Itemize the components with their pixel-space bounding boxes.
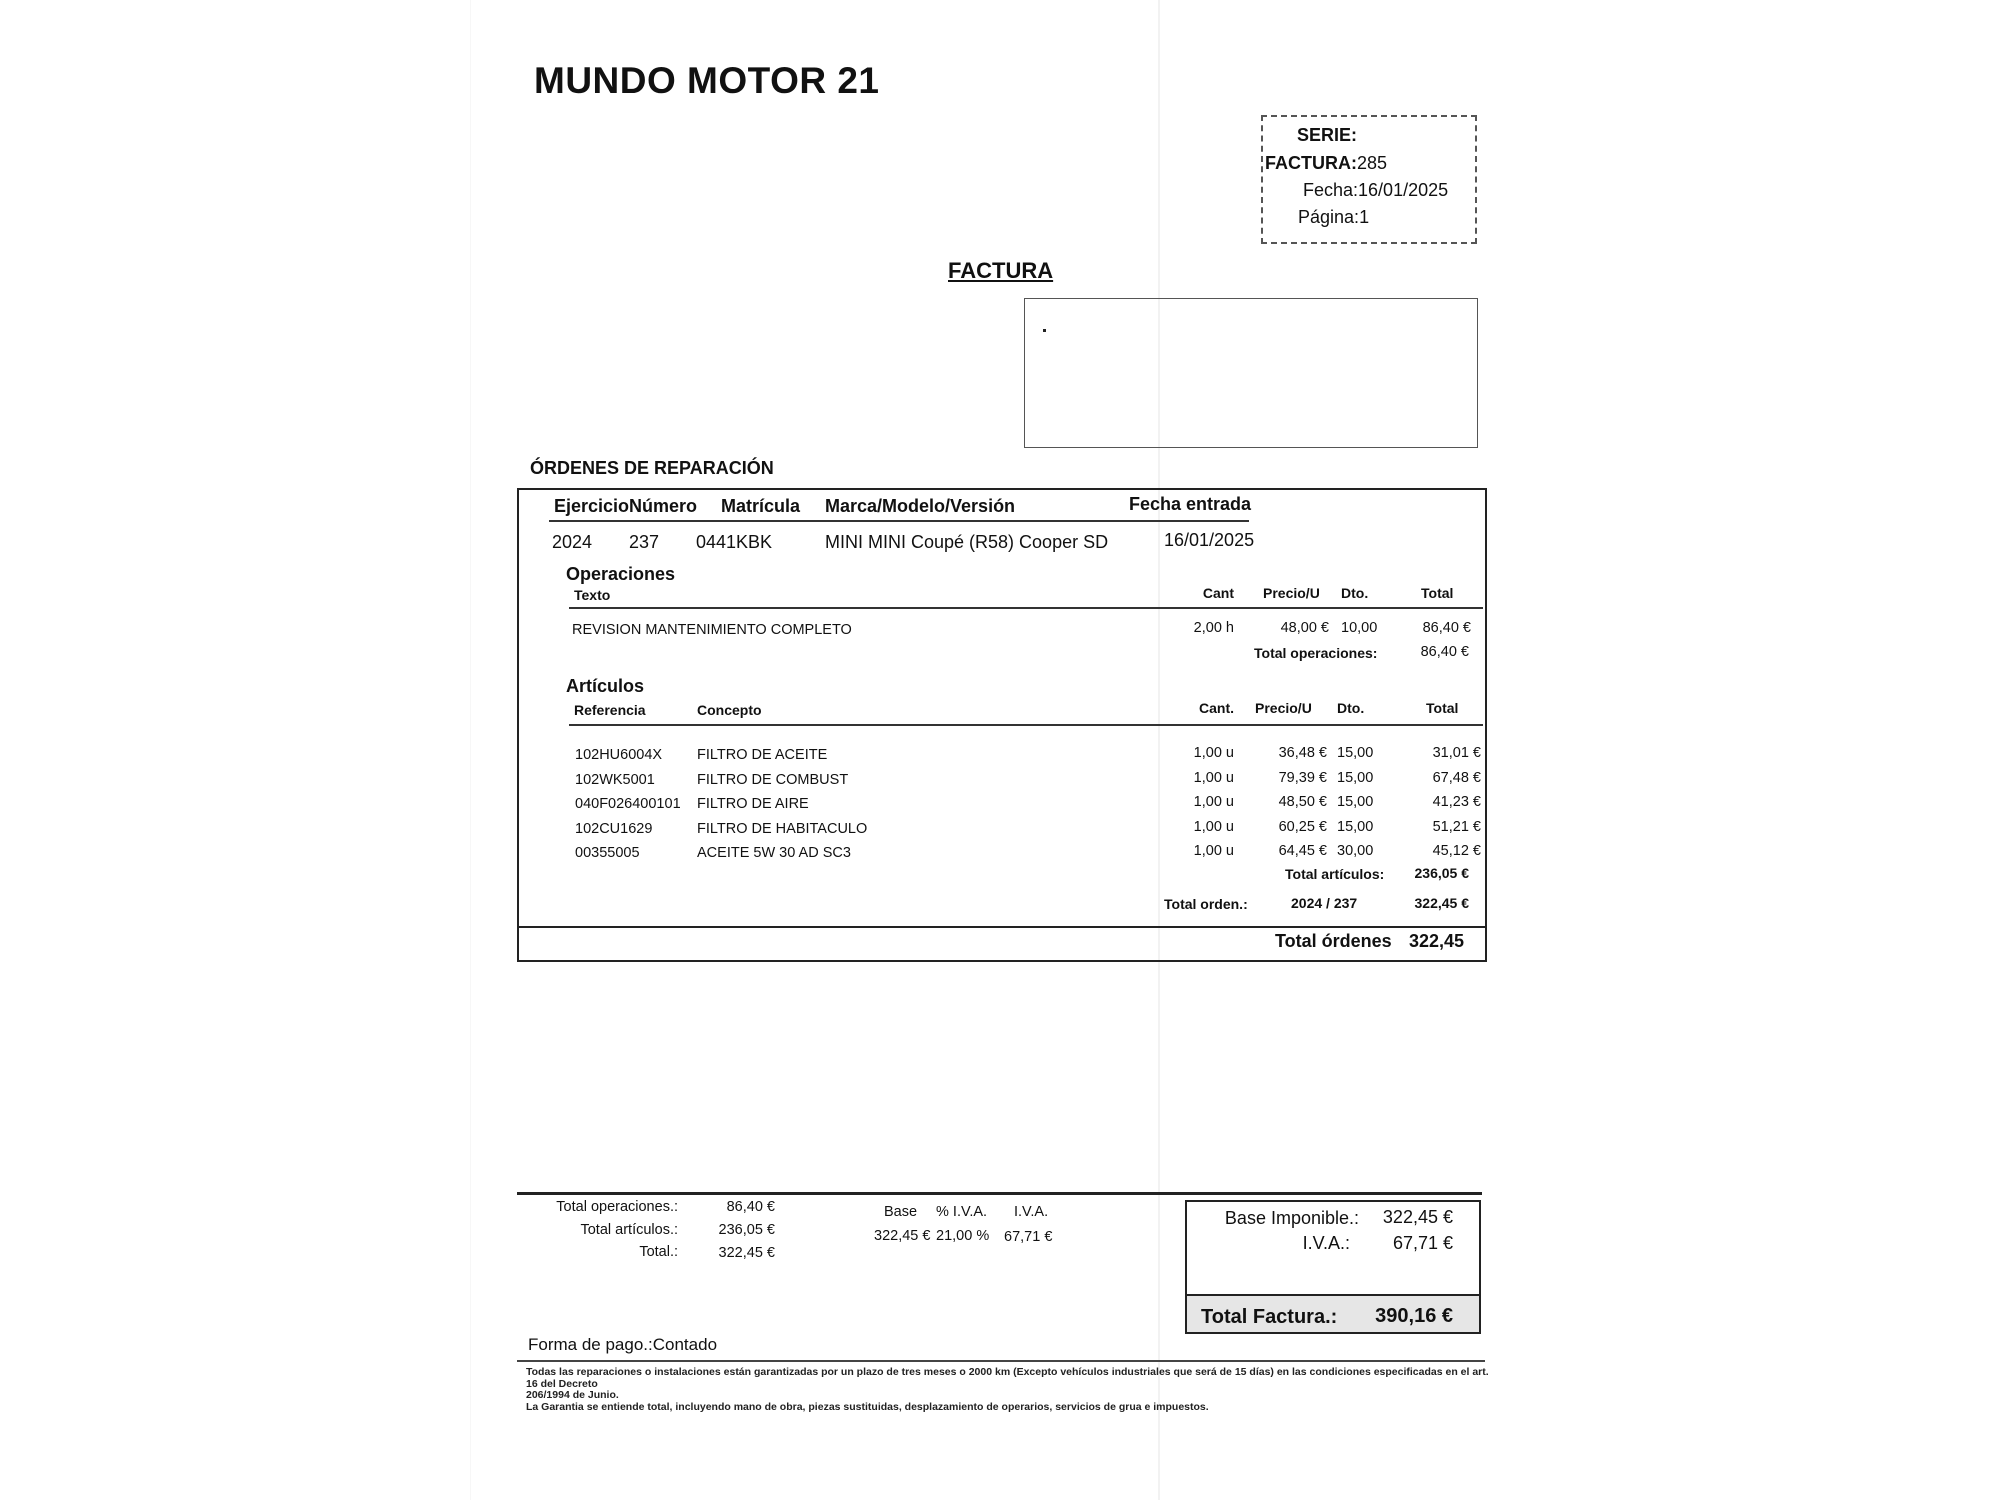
op-col-cant: Cant <box>1202 585 1234 601</box>
tax-col-pct: % I.V.A. <box>936 1204 988 1220</box>
total-articulos-value: 236,05 € <box>1414 865 1469 881</box>
art-cant: 1,00 u <box>1193 843 1234 859</box>
total-factura-label: Total Factura.: <box>1201 1306 1338 1328</box>
document-title: FACTURA <box>948 258 1054 283</box>
sum-total-operaciones-label: Total operaciones.: <box>556 1199 678 1215</box>
col-matricula: Matrícula <box>721 496 801 516</box>
art-referencia: 102CU1629 <box>575 820 653 837</box>
op-col-precio: Precio/U <box>1263 585 1320 601</box>
art-col-concepto: Concepto <box>697 702 762 718</box>
pagina-label: Página: <box>1298 207 1360 227</box>
total-operaciones-label: Total operaciones: <box>1254 645 1378 661</box>
art-concepto: ACEITE 5W 30 AD SC3 <box>697 845 851 861</box>
order-numero: 237 <box>629 532 660 552</box>
pagina-value: 1 <box>1359 207 1370 227</box>
col-marca: Marca/Modelo/Versión <box>825 496 1016 516</box>
art-dto: 15,00 <box>1337 818 1374 835</box>
legal-line-2: 16 del Decreto <box>526 1377 598 1390</box>
base-imponible-value: 322,45 € <box>1382 1207 1453 1227</box>
art-total: 51,21 € <box>1432 818 1481 835</box>
fecha-label: Fecha: <box>1303 180 1359 200</box>
payment-value: Contado <box>652 1335 718 1354</box>
summary-divider <box>517 1192 1482 1195</box>
op-col-texto: Texto <box>574 587 611 603</box>
art-total: 31,01 € <box>1432 745 1481 761</box>
art-precio: 64,45 € <box>1278 843 1327 859</box>
art-dto: 30,00 <box>1337 843 1374 859</box>
op-texto: REVISION MANTENIMIENTO COMPLETO <box>572 622 852 638</box>
sum-total-operaciones-value: 86,40 € <box>726 1199 775 1215</box>
orders-box <box>517 488 1487 962</box>
order-fecha-entrada: 16/01/2025 <box>1164 530 1255 550</box>
total-orden-ref: 2024 / 237 <box>1291 895 1358 911</box>
art-col-total: Total <box>1426 700 1459 716</box>
op-col-total: Total <box>1421 585 1454 601</box>
art-col-dto: Dto. <box>1337 700 1365 716</box>
art-col-referencia: Referencia <box>574 702 646 718</box>
legal-notice <box>526 1367 1489 1413</box>
factura-number: 285 <box>1357 153 1388 173</box>
art-total: 45,12 € <box>1432 843 1481 859</box>
art-concepto: FILTRO DE HABITACULO <box>697 820 868 837</box>
op-dto: 10,00 <box>1341 620 1378 636</box>
tax-iva-value: 67,71 € <box>1004 1229 1053 1245</box>
art-concepto: FILTRO DE ACEITE <box>697 747 828 763</box>
serie-row <box>1297 125 1357 146</box>
art-precio: 48,50 € <box>1278 794 1327 810</box>
art-concepto: FILTRO DE COMBUST <box>697 771 849 788</box>
tax-col-iva: I.V.A. <box>1014 1204 1049 1220</box>
total-orden-value: 322,45 € <box>1414 895 1469 911</box>
payment-label: Forma de pago.: <box>528 1335 653 1354</box>
total-operaciones-value: 86,40 € <box>1420 644 1469 660</box>
art-referencia: 040F026400101 <box>575 796 681 812</box>
payment-method <box>528 1335 717 1355</box>
tax-base-value: 322,45 € <box>874 1228 931 1244</box>
factura-label: FACTURA: <box>1265 153 1357 173</box>
art-col-cant: Cant. <box>1199 700 1234 716</box>
company-name: MUNDO MOTOR 21 <box>534 60 880 101</box>
sum-total-articulos-value: 236,05 € <box>718 1222 775 1238</box>
art-referencia: 102WK5001 <box>575 771 655 788</box>
articulos-title: Artículos <box>566 676 645 696</box>
art-referencia: 102HU6004X <box>575 747 663 763</box>
col-numero: Número <box>629 496 698 516</box>
fecha-value: 16/01/2025 <box>1358 180 1449 200</box>
base-imponible-label: Base Imponible.: <box>1224 1208 1359 1228</box>
art-cant: 1,00 u <box>1193 745 1234 761</box>
art-precio: 79,39 € <box>1278 769 1327 786</box>
art-total: 67,48 € <box>1432 769 1481 786</box>
sum-total-articulos-label: Total artículos.: <box>580 1222 678 1238</box>
art-col-precio: Precio/U <box>1255 700 1312 716</box>
total-articulos-label: Total artículos: <box>1285 866 1385 882</box>
art-precio: 36,48 € <box>1278 745 1327 761</box>
art-dto: 15,00 <box>1337 745 1374 761</box>
total-factura-value: 390,16 € <box>1375 1305 1453 1327</box>
art-concepto: FILTRO DE AIRE <box>697 796 809 812</box>
iva-label: I.V.A.: <box>1302 1233 1350 1253</box>
iva-value: 67,71 € <box>1392 1233 1453 1253</box>
order-marca: MINI MINI Coupé (R58) Cooper SD <box>825 532 1109 552</box>
legal-line-3: 206/1994 de Junio. <box>526 1389 619 1401</box>
tax-pct-value: 21,00 % <box>936 1228 990 1244</box>
op-precio: 48,00 € <box>1280 620 1329 636</box>
sum-total-value: 322,45 € <box>718 1245 775 1261</box>
invoice-info-box <box>1261 115 1477 244</box>
col-fecha-entrada: Fecha entrada <box>1129 494 1252 514</box>
serie-label: SERIE: <box>1297 125 1358 145</box>
tax-col-base: Base <box>884 1204 918 1220</box>
op-cant: 2,00 h <box>1193 620 1234 636</box>
sum-total-label: Total.: <box>639 1244 678 1260</box>
operaciones-divider <box>569 607 1483 609</box>
fecha-row <box>1303 180 1448 201</box>
client-address-box <box>1024 298 1478 448</box>
pagina-row <box>1298 207 1369 228</box>
art-cant: 1,00 u <box>1193 769 1234 786</box>
legal-line-4: La Garantia se entiende total, incluyendo mano de obra, piezas sustituidas, desplazamiento de operarios, servicios de grua e impuestos. <box>526 1400 1209 1413</box>
total-ordenes-divider <box>519 926 1485 928</box>
operaciones-title: Operaciones <box>566 564 676 584</box>
total-ordenes-value: 322,45 <box>1408 931 1464 951</box>
art-cant: 1,00 u <box>1193 794 1234 810</box>
art-dto: 15,00 <box>1337 769 1374 786</box>
total-ordenes-label: Total órdenes <box>1275 931 1392 951</box>
art-referencia: 00355005 <box>575 845 640 861</box>
totals-box-divider <box>1187 1294 1479 1296</box>
factura-row <box>1265 153 1387 174</box>
legal-line-1: Todas las reparaciones o instalaciones están garantizadas por un plazo de tres meses o 2000 km (Excepto vehículos industriales que será de 15 días) en las condiciones especificadas en el art. <box>526 1366 1489 1378</box>
client-box-mark <box>1043 329 1046 332</box>
order-ejercicio: 2024 <box>552 532 593 552</box>
art-precio: 60,25 € <box>1278 818 1327 835</box>
scan-edge <box>470 0 471 1500</box>
header-divider <box>549 520 1249 522</box>
payment-divider <box>517 1360 1485 1362</box>
op-col-dto: Dto. <box>1341 585 1369 601</box>
articulos-divider <box>569 724 1483 726</box>
order-matricula: 0441KBK <box>696 532 773 552</box>
art-total: 41,23 € <box>1432 794 1481 810</box>
op-total: 86,40 € <box>1422 620 1471 636</box>
totals-box <box>1185 1200 1481 1334</box>
art-cant: 1,00 u <box>1193 818 1234 835</box>
total-orden-label: Total orden.: <box>1164 896 1248 912</box>
orders-section-title: ÓRDENES DE REPARACIÓN <box>530 458 774 478</box>
col-ejercicio: Ejercicio <box>554 496 630 516</box>
art-dto: 15,00 <box>1337 794 1374 810</box>
